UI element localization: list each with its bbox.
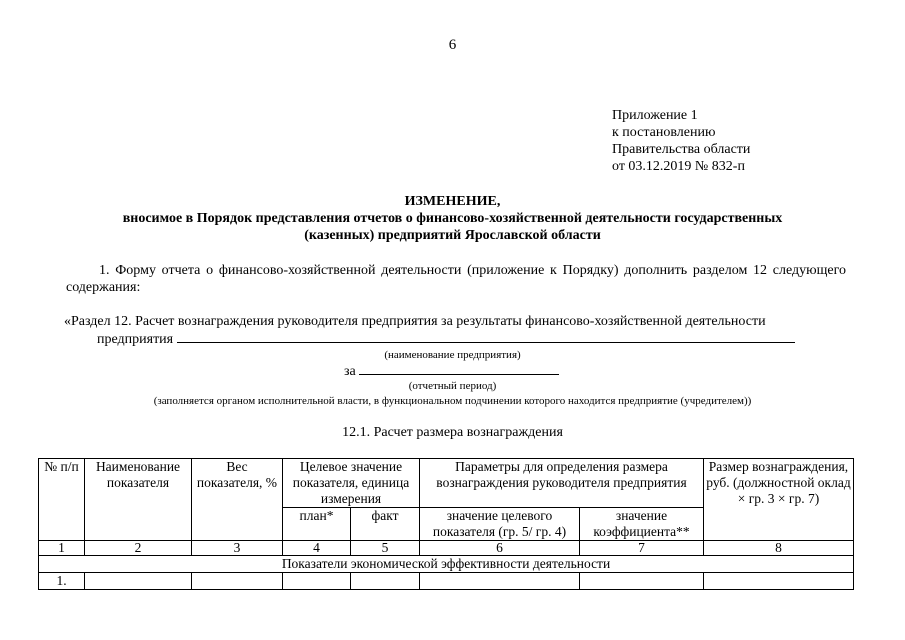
group-title: Показатели экономической эффективности деятельности	[39, 556, 854, 573]
title-line: ИЗМЕНЕНИЕ,	[404, 194, 501, 209]
table-cell	[704, 573, 854, 590]
reward-table	[38, 458, 854, 590]
appendix-line: к постановлению	[612, 125, 716, 140]
appendix-line: от 03.12.2019 № 832-п	[612, 159, 745, 174]
table-cell	[283, 573, 351, 590]
header-params: Параметры для определения размера вознаграждения руководителя предприятия	[420, 459, 704, 508]
column-number: 1	[39, 541, 85, 556]
header-num: № п/п	[39, 459, 85, 541]
period-blank	[359, 362, 559, 375]
appendix-line: Приложение 1	[612, 108, 698, 123]
page-number: 6	[448, 37, 457, 53]
appendix-block	[612, 107, 750, 175]
table-cell	[420, 573, 580, 590]
header-coefficient: значение коэффициента**	[580, 508, 704, 541]
header-target: Целевое значение показателя, единица измерения	[283, 459, 420, 508]
period-caption: (отчетный период)	[408, 380, 497, 392]
header-fact: факт	[351, 508, 420, 541]
column-number: 7	[580, 541, 704, 556]
column-number: 5	[351, 541, 420, 556]
column-number: 6	[420, 541, 580, 556]
period-label: за	[344, 364, 356, 379]
column-number: 3	[192, 541, 283, 556]
subtitle: 12.1. Расчет размера вознаграждения	[342, 425, 563, 440]
enterprise-label: предприятия	[97, 332, 174, 347]
column-number: 2	[85, 541, 192, 556]
section-heading: «Раздел 12. Расчет вознаграждения руководителя предприятия за результаты финансово-хозяйственной деятельности	[64, 314, 766, 329]
table-cell	[580, 573, 704, 590]
header-weight: Вес показателя, %	[192, 459, 283, 541]
row-number: 1.	[39, 573, 85, 590]
paragraph-1: 1. Форму отчета о финансово-хозяйственной деятельности (приложение к Порядку) дополнить разделом 12 следующего содержания:	[66, 263, 846, 295]
period-line	[344, 362, 559, 380]
header-plan: план*	[283, 508, 351, 541]
enterprise-line	[97, 330, 795, 348]
header-target-value: значение целевого показателя (гр. 5/ гр. 4)	[420, 508, 580, 541]
column-number: 8	[704, 541, 854, 556]
enterprise-caption: (наименование предприятия)	[384, 349, 521, 361]
title-line: вносимое в Порядок представления отчетов о финансово-хозяйственной деятельности государственных	[122, 211, 783, 226]
header-name: Наименование показателя	[85, 459, 192, 541]
document-title	[0, 193, 905, 244]
enterprise-blank	[177, 330, 795, 343]
header-reward: Размер вознаграждения, руб. (должностной оклад × гр. 3 × гр. 7)	[704, 459, 854, 541]
section-note: (заполняется органом исполнительной власти, в функциональном подчинении которого находится предприятие (учредителем))	[153, 395, 752, 407]
table-cell	[85, 573, 192, 590]
table-cell	[351, 573, 420, 590]
title-line: (казенных) предприятий Ярославской области	[304, 228, 601, 243]
column-number: 4	[283, 541, 351, 556]
appendix-line: Правительства области	[612, 142, 751, 157]
table-cell	[192, 573, 283, 590]
